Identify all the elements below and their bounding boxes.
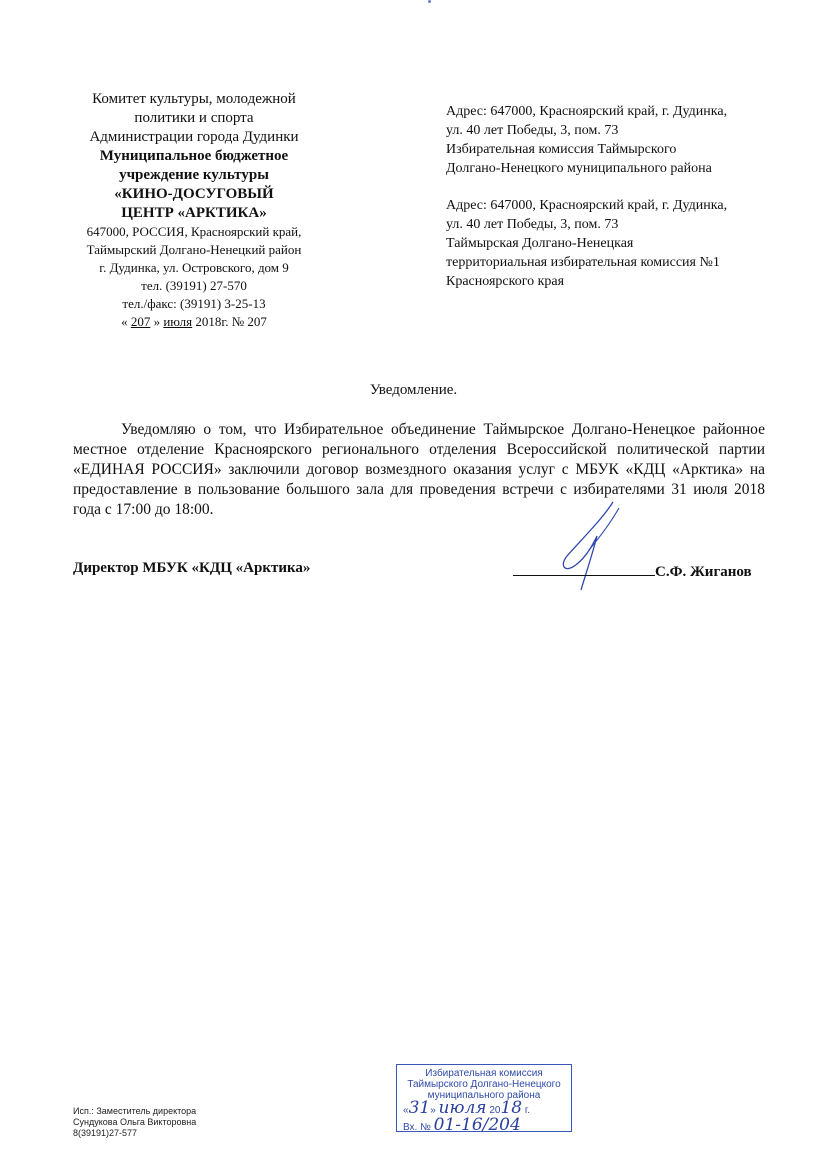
stamp-line: Таймырского Долгано-Ненецкого	[407, 1079, 561, 1090]
signatory-name: С.Ф. Жиганов	[655, 564, 752, 580]
executor-line: Сундукова Ольга Викторовна	[73, 1117, 197, 1127]
stamp-day: 31	[408, 1098, 431, 1118]
recipient-line: ул. 40 лет Победы, 3, пом. 73	[446, 123, 619, 138]
stamp-line: муниципального района	[427, 1090, 541, 1101]
org-name-line: учреждение культуры	[119, 167, 269, 183]
stamp-line: Избирательная комиссия	[425, 1068, 543, 1079]
recipient-line: ул. 40 лет Победы, 3, пом. 73	[446, 217, 619, 232]
stamp-in-number: 01-16/204	[433, 1115, 521, 1135]
date-day: 207	[130, 314, 151, 329]
executor-info	[73, 1106, 196, 1139]
recipient-line: Долгано-Ненецкого муниципального района	[446, 161, 712, 176]
org-name-line: Муниципальное бюджетное	[99, 148, 289, 164]
recipient-line: Красноярского края	[446, 274, 565, 289]
org-name-line: ЦЕНТР «АРКТИКА»	[121, 205, 267, 221]
recipient-line: Адрес: 647000, Красноярский край, г. Дудинка,	[446, 104, 728, 119]
stamp-in-label: Вх. №	[403, 1122, 431, 1133]
recipients-block	[446, 102, 786, 291]
signatory-role: Директор МБУК «КДЦ «Арктика»	[73, 560, 311, 576]
phone: тел. (39191) 27-570	[141, 278, 247, 293]
recipient-line: территориальная избирательная комиссия №1	[446, 255, 720, 270]
executor-line: Исп.: Заместитель директора	[73, 1106, 197, 1116]
outgoing-date	[68, 313, 320, 331]
signature-blank	[513, 560, 655, 576]
org-name-line: «КИНО-ДОСУГОВЫЙ	[114, 186, 274, 202]
date-year-number: 2018г. № 207	[195, 314, 267, 329]
stamp-day-open: «	[403, 1105, 409, 1116]
date-open-quote: «	[121, 314, 128, 329]
address-line: г. Дудинка, ул. Островского, дом 9	[99, 260, 289, 275]
recipient-line: Адрес: 647000, Красноярский край, г. Дудинка,	[446, 198, 728, 213]
incoming-stamp	[396, 1064, 572, 1135]
handwritten-signature	[553, 498, 633, 598]
address-line: Таймырский Долгано-Ненецкий район	[86, 242, 302, 257]
fax: тел./факс: (39191) 3-25-13	[122, 296, 266, 311]
sender-block	[68, 90, 320, 331]
dept-line: Комитет культуры, молодежной	[92, 91, 296, 107]
signature-line	[513, 560, 752, 581]
recipient-line: Избирательная комиссия Таймырского	[446, 142, 677, 157]
date-month: июля	[163, 314, 193, 329]
scan-mark	[428, 0, 431, 3]
date-close-quote: »	[153, 314, 161, 329]
stamp-year: 18	[500, 1098, 523, 1118]
stamp-number-row	[403, 1115, 565, 1135]
recipient-line: Таймырская Долгано-Ненецкая	[446, 236, 634, 251]
document-title: Уведомление.	[369, 382, 458, 398]
notice-body: Уведомляю о том, что Избирательное объединение Таймырское Долгано-Ненецкое районное местное отделение Красноярского регионального отделения Всероссийской политической партии «ЕДИНАЯ РОССИЯ» заключили договор возмездного оказания услуг с МБУК «КДЦ «Арктика» на предоставление в пользование большого зала для проведения встречи с избирателями 31 июля 2018 года с 17:00 до 18:00.	[73, 421, 765, 518]
dept-line: Администрации города Дудинки	[89, 129, 299, 145]
dept-line: политики и спорта	[134, 110, 254, 126]
address-line: 647000, РОССИЯ, Красноярский край,	[86, 224, 302, 239]
stamp-year-prefix: 20	[489, 1105, 501, 1116]
stamp-year-suffix: г.	[524, 1105, 531, 1116]
stamp-month: июля	[438, 1098, 487, 1118]
stamp-day-close: »	[430, 1105, 436, 1116]
executor-line: 8(39191)27-577	[73, 1128, 138, 1138]
